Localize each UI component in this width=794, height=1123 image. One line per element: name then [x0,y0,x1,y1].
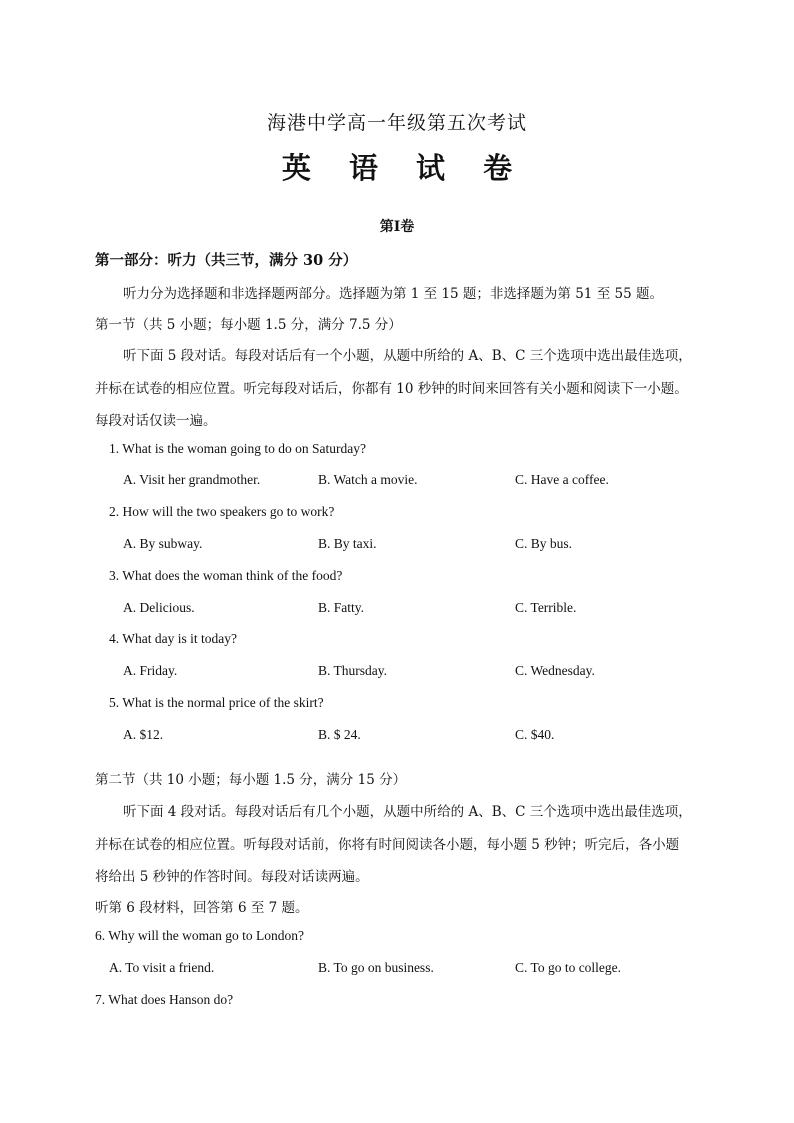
question-1: 1. What is the woman going to do on Saturday? [109,441,366,456]
question-4-option-b: B. Thursday. [318,663,387,678]
question-6-option-b: B. To go on business. [318,960,434,975]
question-3-option-b: B. Fatty. [318,600,365,615]
part1-intro: 听力分为选择题和非选择题两部分。选择题为第 1 至 15 题；非选择题为第 51 至 55 题。 [123,286,663,302]
section1-instruction-line: 并标在试卷的相应位置。听完每段对话后，你都有 10 秒钟的时间来回答有关小题和阅读下一小题。 [95,381,688,397]
question-4: 4. What day is it today? [109,631,237,646]
material-note: 听第 6 段材料，回答第 6 至 7 题。 [95,900,309,916]
question-2-option-c: C. By bus. [515,536,573,551]
school-title: 海港中学高一年级第五次考试 [266,112,527,134]
section2-instruction-line: 将给出 5 秒钟的作答时间。每段对话读两遍。 [95,869,369,885]
question-5-option-b: B. $ 24. [318,727,361,742]
question-4-option-c: C. Wednesday. [515,663,595,678]
question-7: 7. What does Hanson do? [95,992,234,1007]
question-3: 3. What does the woman think of the food? [109,568,343,583]
question-3-option-a: A. Delicious. [123,600,195,615]
question-2-option-b: B. By taxi. [318,536,377,551]
question-4-option-a: A. Friday. [123,663,178,678]
question-6: 6. Why will the woman go to London? [95,928,304,943]
section2-instruction-line: 听下面 4 段对话。每段对话后有几个小题，从题中所给的 A、B、C 三个选项中选出最佳选项， [123,804,692,820]
question-6-option-a: A. To visit a friend. [109,960,215,975]
exam-title: 英 语 试 卷 [281,151,527,185]
question-1-option-a: A. Visit her grandmother. [123,472,261,487]
question-3-option-c: C. Terrible. [515,600,577,615]
section1-heading: 第一节（共 5 小题；每小题 1.5 分，满分 7.5 分） [95,317,402,333]
question-1-option-c: C. Have a coffee. [515,472,609,487]
section1-instruction-line: 听下面 5 段对话。每段对话后有一个小题，从题中所给的 A、B、C 三个选项中选出最佳选项， [123,348,692,364]
question-1-option-b: B. Watch a movie. [318,472,418,487]
volume-label: 第Ⅰ卷 [379,219,415,235]
part1-heading: 第一部分：听力（共三节，满分 30 分） [95,252,358,269]
question-2: 2. How will the two speakers go to work? [109,504,335,519]
question-5-option-a: A. $12. [123,727,164,742]
question-5-option-c: C. $40. [515,727,555,742]
question-2-option-a: A. By subway. [123,536,203,551]
question-6-option-c: C. To go to college. [515,960,622,975]
section2-instruction-line: 并标在试卷的相应位置。听每段对话前，你将有时间阅读各小题，每小题 5 秒钟；听完后，各小题 [95,837,680,853]
question-5: 5. What is the normal price of the skirt? [109,695,324,710]
section2-heading: 第二节（共 10 小题；每小题 1.5 分，满分 15 分） [95,772,407,788]
section1-instruction-line: 每段对话仅读一遍。 [95,413,217,429]
